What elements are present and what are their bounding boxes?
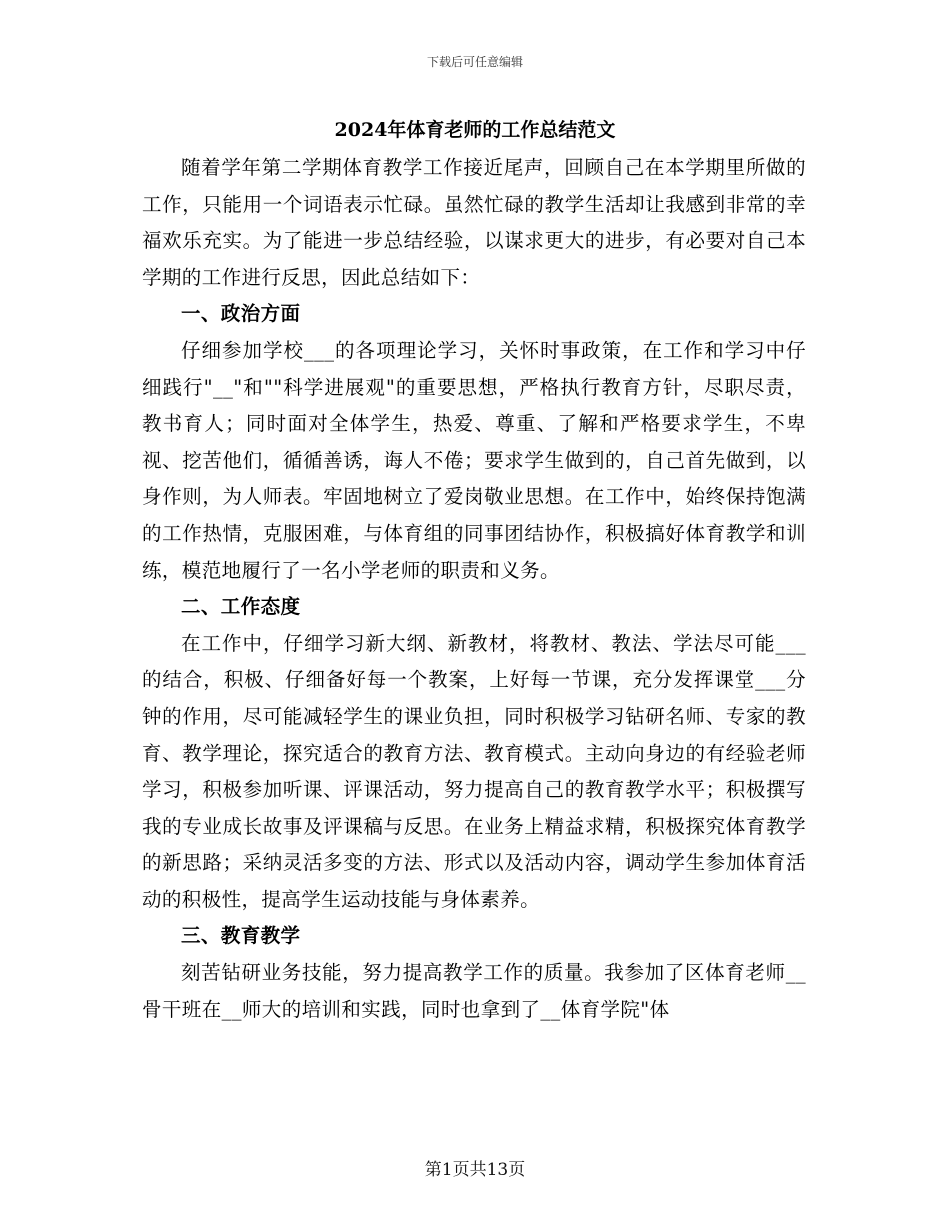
section-heading-politics: 一、政治方面 xyxy=(181,302,301,326)
section-heading-attitude: 二、工作态度 xyxy=(181,595,301,619)
paragraph-teaching: 刻苦钻研业务技能，努力提高教学工作的质量。我参加了区体育老师__骨干班在__师大的培训和实践，同时也拿到了__体育学院"体 xyxy=(142,961,806,1021)
page-number-footer: 第1页共13页 xyxy=(424,1160,526,1180)
document-body xyxy=(142,150,806,1028)
document-title: 2024年体育老师的工作总结范文 xyxy=(334,119,616,141)
paragraph-politics: 仔细参加学校___的各项理论学习，关怀时事政策，在工作和学习中仔细践行"__"和""科学进展观"的重要思想，严格执行教育方针，尽职尽责，教书育人；同时面对全体学生，热爱、尊重、了解和严格要求学生，不卑视、挖苦他们，循循善诱，诲人不倦；要求学生做到的，自己首先做到，以身作则，为人师表。牢固地树立了爱岗敬业思想。在工作中，始终保持饱满的工作热情，克服困难，与体育组的同事团结协作，积极搞好体育教学和训练，模范地履行了一名小学老师的职责和义务。 xyxy=(142,338,806,582)
header-note: 下载后可任意编辑 xyxy=(426,55,523,69)
section-heading-teaching: 三、教育教学 xyxy=(181,924,301,948)
paragraph-attitude: 在工作中，仔细学习新大纲、新教材，将教材、教法、学法尽可能___的结合，积极、仔细备好每一个教案，上好每一节课，充分发挥课堂___分钟的作用，尽可能减轻学生的课业负担，同时积极学习钻研名师、专家的教育、教学理论，探究适合的教育方法、教育模式。主动向身边的有经验老师学习，积极参加听课、评课活动，努力提高自己的教育教学水平；积极撰写我的专业成长故事及评课稿与反思。在业务上精益求精，积极探究体育教学的新思路；采纳灵活多变的方法、形式以及活动内容，调动学生参加体育活动的积极性，提高学生运动技能与身体素养。 xyxy=(142,631,806,911)
paragraph-intro: 随着学年第二学期体育教学工作接近尾声，回顾自己在本学期里所做的工作，只能用一个词语表示忙碌。虽然忙碌的教学生活却让我感到非常的幸福欢乐充实。为了能进一步总结经验，以谋求更大的进步，有必要对自己本学期的工作进行反思，因此总结如下： xyxy=(142,156,806,289)
